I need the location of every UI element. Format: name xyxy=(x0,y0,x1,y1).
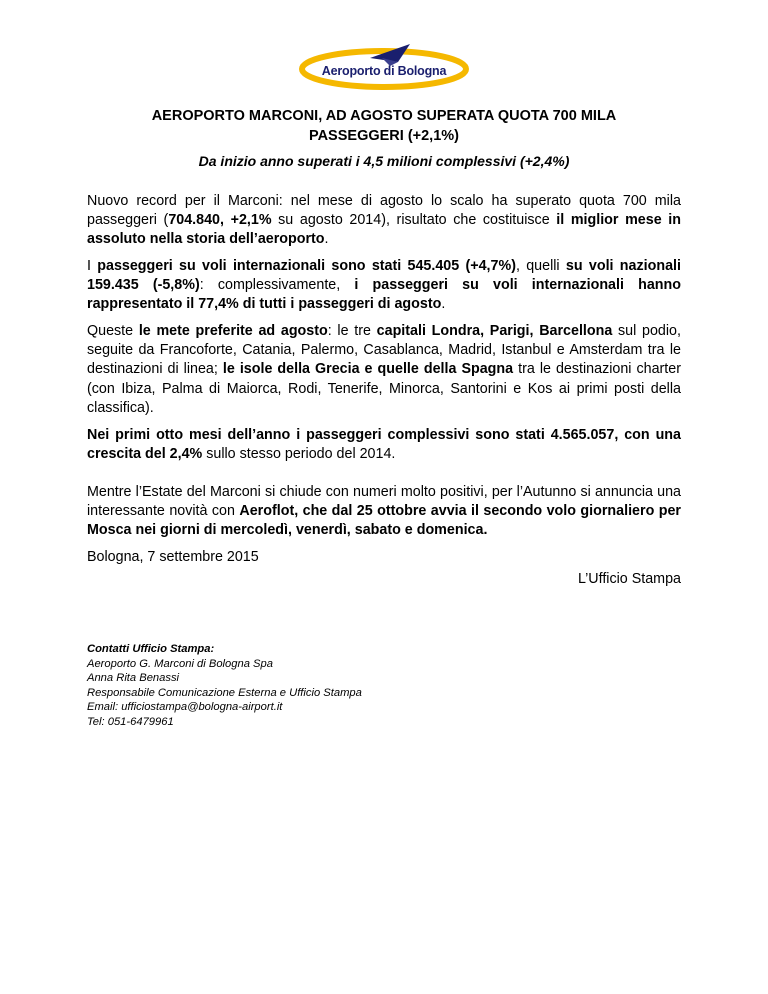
text-segment: : le tre xyxy=(327,323,377,339)
text-segment: , quelli xyxy=(515,258,566,274)
bold-segment: Nei primi otto mesi dell’anno i passeggeri complessivi sono stati 4.565.057, con una crescita del 2,4% xyxy=(87,427,681,463)
text-segment: Nuovo record per il Marconi: nel mese di agosto lo scalo ha superato quota 700 mila passeggeri ( xyxy=(87,193,681,229)
paragraph-eight-months xyxy=(87,426,681,464)
text-segment: tra le destinazioni charter (con Ibiza, Palma di Maiorca, Rodi, Tenerife, Minorca, Santorini e Kos ai primi posti della classifica). xyxy=(87,361,681,416)
text-segment: I xyxy=(87,258,98,274)
bold-segment: 704.840, +2,1% xyxy=(168,212,272,229)
logo-text: Aeroporto di Bologna xyxy=(321,64,447,78)
text-segment: sullo stesso periodo del 2014. xyxy=(202,446,396,463)
signature: L’Ufficio Stampa xyxy=(577,571,681,587)
subtitle: Da inizio anno superati i 4,5 milioni complessivi (+2,4%) xyxy=(198,153,570,169)
contacts-name: Anna Rita Benassi xyxy=(87,672,180,685)
text-segment: . xyxy=(441,296,446,313)
bold-segment: capitali Londra, Parigi, Barcellona xyxy=(376,323,613,339)
paragraph-record xyxy=(87,192,681,250)
bold-segment: su voli nazionali 159.435 (-5,8%) xyxy=(87,258,681,294)
bold-segment: il miglior mese in assoluto nella storia dell’aeroporto xyxy=(87,212,681,248)
page-title xyxy=(88,106,680,146)
text-segment: Mentre l’Estate del Marconi si chiude con numeri molto positivi, per l’Autunno si annuncia una interessante novità con xyxy=(87,484,681,520)
text-segment: sul podio, seguite da Francoforte, Catania, Palermo, Casablanca, Madrid, Istanbul e Amsterdam tra le destinazioni di linea; xyxy=(87,323,681,378)
bold-segment: passeggeri su voli internazionali sono stati 545.405 (+4,7%) xyxy=(97,258,516,274)
paragraph-destinations xyxy=(87,322,681,418)
paragraph-international xyxy=(87,257,681,315)
dateline: Bologna, 7 settembre 2015 xyxy=(87,549,259,565)
paragraph-autumn xyxy=(87,483,681,541)
text-segment: . xyxy=(324,231,329,248)
text-segment: : complessivamente, xyxy=(199,277,355,294)
text-segment: Queste xyxy=(87,323,139,339)
title-line-1: AEROPORTO MARCONI, AD AGOSTO SUPERATA QUOTA 700 MILA xyxy=(151,108,617,124)
title-line-2: PASSEGGERI (+2,1%) xyxy=(308,128,459,144)
airport-logo xyxy=(298,42,470,90)
bold-segment: Aeroflot, che dal 25 ottobre avvia il secondo volo giornaliero per Mosca nei giorni di mercoledì, venerdì, sabato e domenica. xyxy=(87,503,681,539)
contacts-phone: Tel: 051-6479961 xyxy=(87,715,174,728)
contacts-company: Aeroporto G. Marconi di Bologna Spa xyxy=(87,657,273,670)
press-contacts xyxy=(87,642,487,730)
bold-segment: le isole della Grecia e quelle della Spagna xyxy=(222,361,514,378)
contacts-heading: Contatti Ufficio Stampa: xyxy=(87,643,215,655)
contacts-email: Email: ufficiostampa@bologna-airport.it xyxy=(87,701,283,714)
text-segment: su agosto 2014), risultato che costituisce xyxy=(271,212,557,229)
contacts-role: Responsabile Comunicazione Esterna e Ufficio Stampa xyxy=(87,686,362,699)
bold-segment: i passeggeri su voli internazionali hanno rappresentato il 77,4% di tutti i passeggeri di agosto xyxy=(87,277,681,313)
bold-segment: le mete preferite ad agosto xyxy=(138,323,328,339)
